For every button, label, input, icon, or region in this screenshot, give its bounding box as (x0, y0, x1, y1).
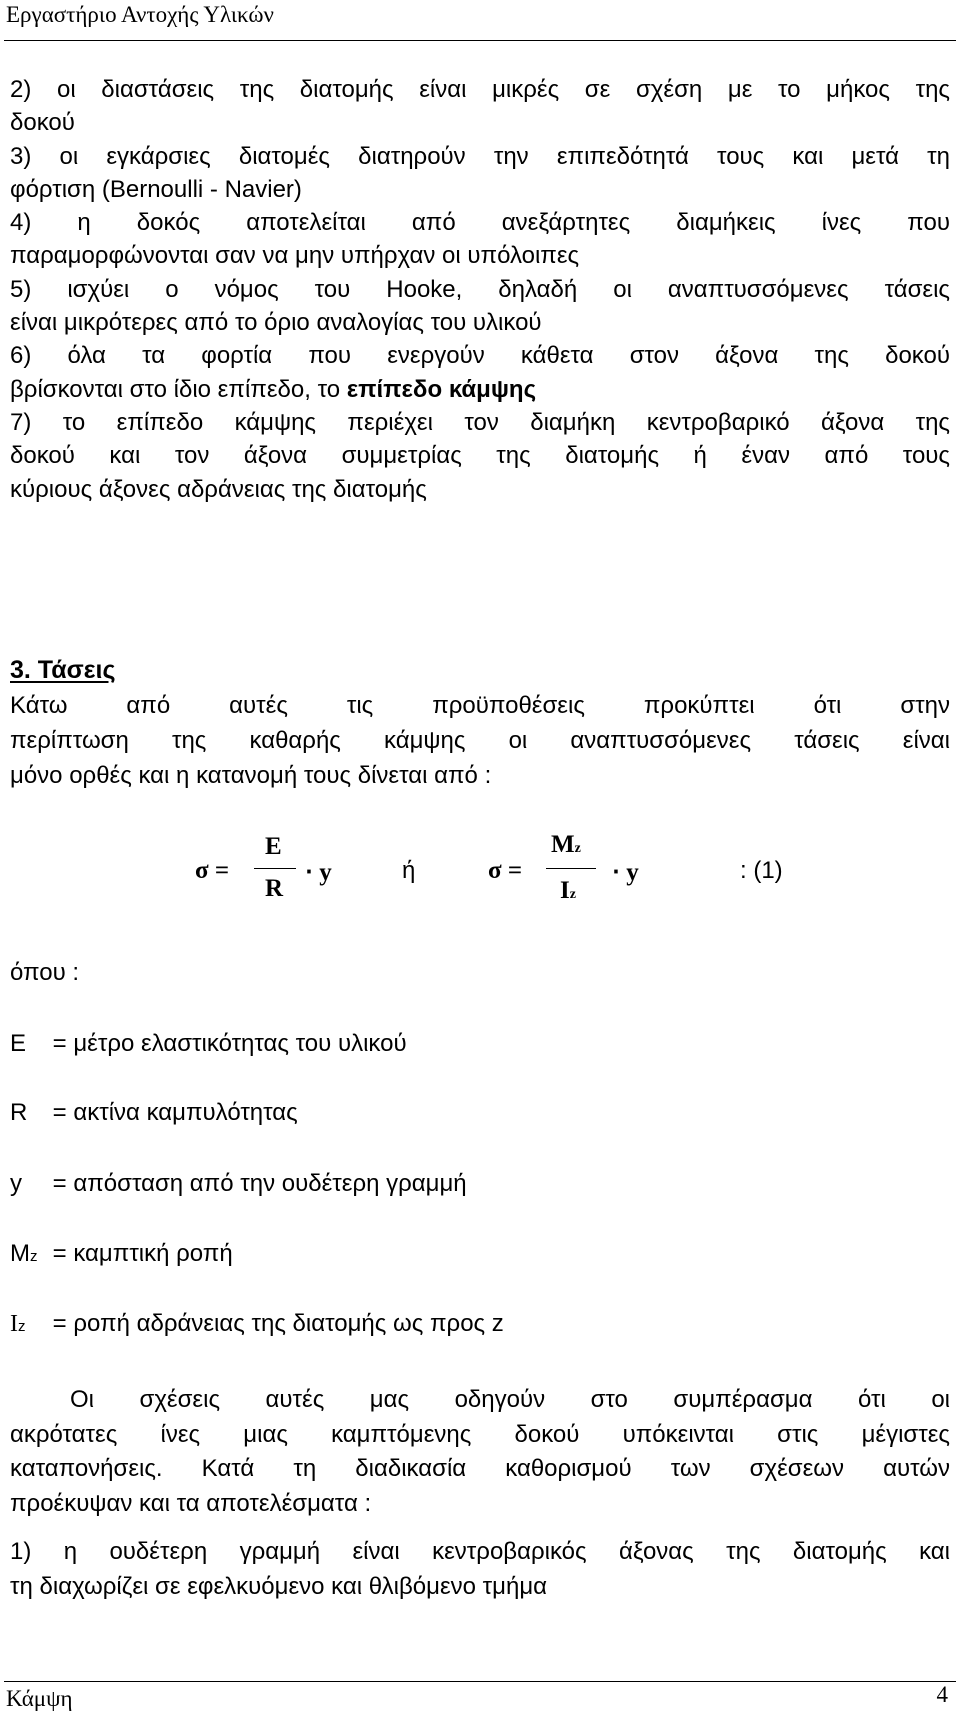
formula-numerator-m (551, 831, 581, 859)
formula-times-y-1: ⋅ y (305, 859, 332, 886)
conclusion-line-1: Οι σχέσεις αυτές μας οδηγούν στο συμπέρασμα ότι οι (70, 1386, 950, 1413)
formula-sigma-2: σ = (488, 857, 523, 884)
definition-text: = μέτρο ελαστικότητας του υλικού (46, 1030, 407, 1057)
inertia-symbol: I (560, 877, 570, 904)
formula-sigma-1: σ = (195, 857, 230, 884)
result-1-line-1: 1) η ουδέτερη γραμμή είναι κεντροβαρικός άξονας της διατομής και (10, 1538, 950, 1565)
section-heading: 3. Τάσεις (10, 656, 116, 684)
header-rule (4, 40, 956, 41)
fraction-bar-1 (254, 868, 296, 869)
formula-numerator-e: E (265, 833, 282, 860)
definition-mz (10, 1240, 233, 1268)
equation-number: : (1) (740, 857, 783, 884)
assumptions-list (10, 73, 950, 506)
formula-denominator-r: R (265, 875, 284, 902)
assumption-7-line-1: 7) το επίπεδο κάμψης περιέχει τον διαμήκη κεντροβαρικό άξονα της (10, 408, 950, 436)
definition-text: = ακτίνα καμπυλότητας (46, 1099, 298, 1126)
formula-times-y-2: ⋅ y (612, 859, 639, 886)
intro-line-2: περίπτωση της καθαρής κάμψης οι αναπτυσσόμενες τάσεις είναι (10, 727, 950, 754)
definition-symbol: R (10, 1099, 28, 1126)
page-number: 4 (936, 1682, 948, 1707)
definition-symbol: y (10, 1170, 22, 1197)
footer-section: Κάμψη (6, 1686, 73, 1711)
assumption-3-line-2: φόρτιση (Bernoulli - Navier) (10, 175, 302, 203)
definition-y (10, 1170, 467, 1198)
assumption-7-line-3: κύριους άξονες αδράνειας της διατομής (10, 475, 427, 503)
definition-text: = ροπή αδράνειας της διατομής ως προς z (46, 1310, 504, 1337)
assumption-6-line-1: 6) όλα τα φορτία που ενεργούν κάθετα στον άξονα της δοκού (10, 342, 950, 370)
assumption-2-line-2: δοκού (10, 109, 75, 137)
definition-symbol (10, 1240, 46, 1268)
intro-line-3: μόνο ορθές και η κατανομή τους δίνεται από : (10, 762, 492, 789)
intro-line-1: Κάτω από αυτές τις προϋποθέσεις προκύπτει ότι στην (10, 692, 950, 719)
assumption-4-line-1: 4) η δοκός αποτελείται από ανεξάρτητες διαμήκεις ίνες που (10, 209, 950, 237)
bending-plane-term: επίπεδο κάμψης (346, 375, 537, 403)
definition-symbol (10, 1310, 46, 1338)
conclusion-line-3: καταπονήσεις. Κατά τη διαδικασία καθορισμού των σχέσεων αυτών (10, 1455, 950, 1482)
symbol-subscript: z (18, 1318, 26, 1335)
stress-formula (0, 820, 960, 930)
footer-rule (4, 1681, 956, 1682)
assumption-4-line-2: παραμορφώνονται σαν να μην υπήρχαν οι υπόλοιπες (10, 242, 580, 270)
result-1 (10, 1535, 950, 1604)
formula-or: ή (402, 857, 416, 884)
section-intro (10, 688, 950, 793)
definition-r (10, 1099, 298, 1127)
conclusion-line-4: προέκυψαν και τα αποτελέσματα : (10, 1489, 372, 1517)
result-1-line-2: τη διαχωρίζει σε εφελκυόμενο και θλιβόμενο τμήμα (10, 1572, 548, 1600)
definition-e (10, 1030, 407, 1058)
where-label: όπου : (10, 959, 80, 986)
conclusion-line-2: ακρότατες ίνες μιας καμπτόμενης δοκού υπόκεινται στις μέγιστες (10, 1420, 950, 1448)
assumption-5-line-1: 5) ισχύει ο νόμος του Hooke, δηλαδή οι αναπτυσσόμενες τάσεις (10, 275, 950, 303)
definition-text: = απόσταση από την ουδέτερη γραμμή (46, 1170, 467, 1197)
assumption-5-line-2: είναι μικρότερες από το όριο αναλογίας του υλικού (10, 309, 542, 337)
inertia-subscript: z (569, 887, 576, 902)
conclusion-paragraph (10, 1383, 950, 1521)
symbol-subscript: z (30, 1248, 38, 1265)
symbol-letter: M (10, 1240, 30, 1267)
assumption-2-line-1: 2) οι διαστάσεις της διατομής είναι μικρές σε σχέση με το μήκος της (10, 76, 950, 103)
symbol-letter: I (10, 1311, 18, 1337)
definition-text: = καμπτική ροπή (46, 1240, 233, 1267)
definition-symbol: E (10, 1030, 27, 1057)
running-header: Εργαστήριο Αντοχής Υλικών (6, 2, 274, 27)
assumption-3-line-1: 3) οι εγκάρσιες διατομές διατηρούν την επιπεδότητά τους και μετά τη (10, 142, 950, 170)
formula-denominator-i (560, 877, 576, 905)
moment-symbol: M (551, 831, 575, 858)
fraction-bar-2 (546, 868, 596, 869)
assumption-7-line-2: δοκού και τον άξονα συμμετρίας της διατομής ή έναν από τους (10, 442, 950, 470)
moment-subscript: z (574, 841, 581, 856)
assumption-6-text: βρίσκονται στο ίδιο επίπεδο, το (10, 375, 347, 403)
definition-iz (10, 1310, 504, 1338)
assumption-6-line-2 (10, 373, 950, 406)
